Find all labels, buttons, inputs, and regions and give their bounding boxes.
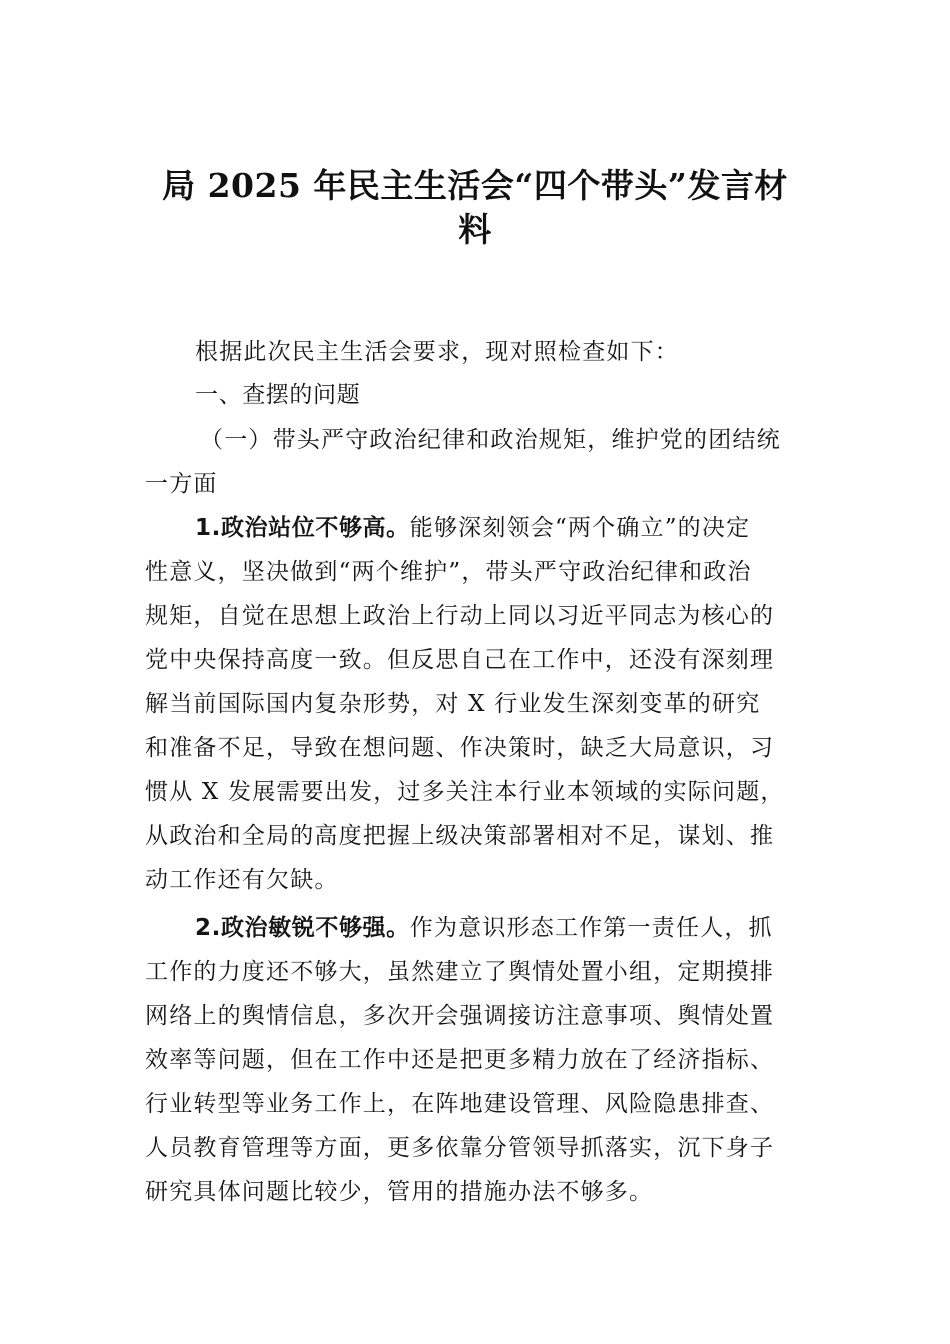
subsection-heading: （一）带头严守政治纪律和政治规矩，维护党的团结统 [200,427,781,453]
item1-line: 和准备不足，导致在想问题、作决策时，缺乏大局意识，习 [145,735,775,761]
item2-lead: 2.政治敏锐不够强。 [195,915,410,941]
item1-lead: 1.政治站位不够高。 [195,515,410,541]
subsection-heading-continued: 一方面 [145,471,218,497]
item1-line: 惯从 X 发展需要出发，过多关注本行业本领域的实际问题， [145,779,785,805]
item1-line: 性意义，坚决做到“两个维护”，带头严守政治纪律和政治 [145,559,752,585]
document-title: 局 2025 年民主生活会“四个带头”发言材 [162,166,788,205]
item2-line: 人员教育管理等方面，更多依靠分管领导抓落实，沉下身子 [145,1135,775,1161]
item1-line: 从政治和全局的高度把握上级决策部署相对不足，谋划、推 [145,823,775,849]
item1-line: 动工作还有欠缺。 [145,867,339,893]
item1-first-line-text: 能够深刻领会“两个确立”的决定 [409,515,751,541]
item2-line: 行业转型等业务工作上，在阵地建设管理、风险隐患排查、 [145,1091,775,1117]
section-heading: 一、查摆的问题 [195,382,361,408]
item1-line: 党中央保持高度一致。但反思自己在工作中，还没有深刻理 [145,647,775,673]
item2-line: 效率等问题，但在工作中还是把更多精力放在了经济指标、 [145,1047,775,1073]
document-title-continued: 料 [458,210,492,249]
item1-first-line [195,512,810,544]
item1-line: 解当前国际国内复杂形势，对 X 行业发生深刻变革的研究 [145,691,761,717]
item2-line: 工作的力度还不够大，虽然建立了舆情处置小组，定期摸排 [145,959,775,985]
item2-line: 研究具体问题比较少，管用的措施办法不够多。 [145,1179,654,1205]
intro-paragraph: 根据此次民主生活会要求，现对照检查如下： [195,339,679,365]
item2-line: 网络上的舆情信息，多次开会强调接访注意事项、舆情处置 [145,1003,775,1029]
item2-first-line-text: 作为意识形态工作第一责任人，抓 [409,915,773,941]
item2-first-line [195,912,810,944]
item1-line: 规矩，自觉在思想上政治上行动上同以习近平同志为核心的 [145,603,775,629]
